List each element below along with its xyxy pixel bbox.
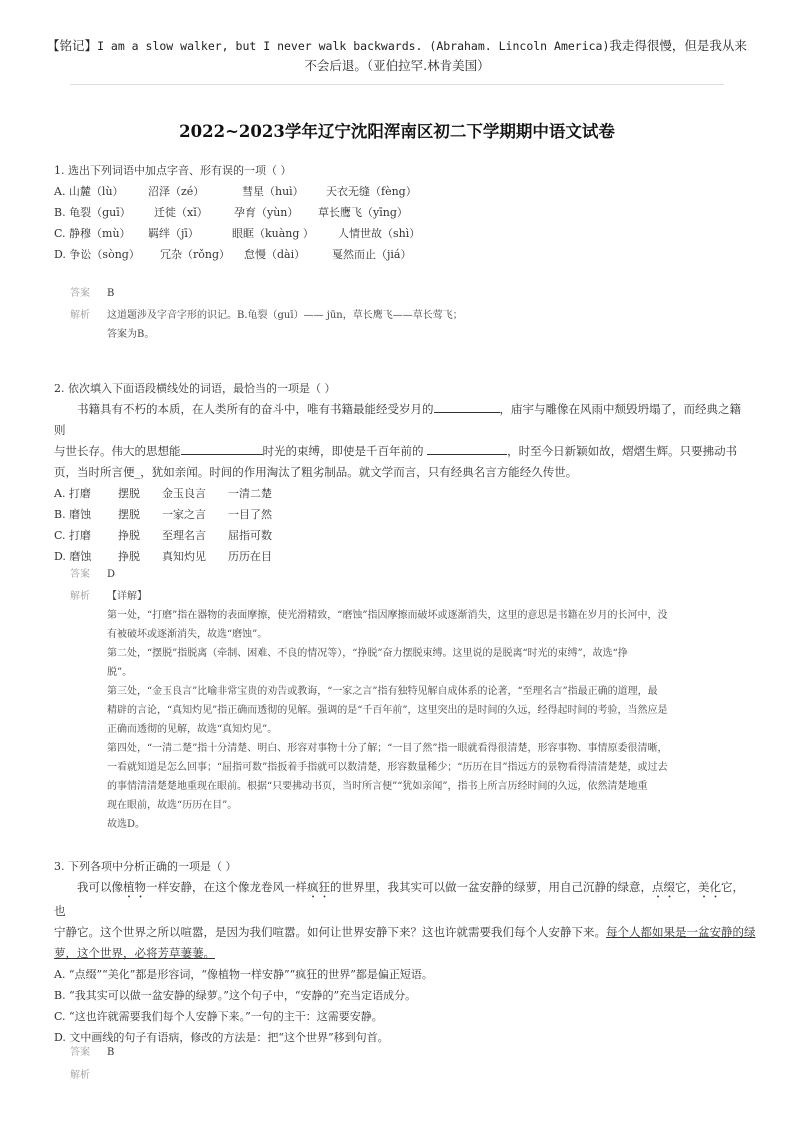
answer-3 xyxy=(70,1043,114,1058)
explanation-label: 解析 xyxy=(70,591,90,602)
answer-label: 答案 xyxy=(70,288,90,299)
answer-value: D xyxy=(107,569,116,580)
page-title: 2022~2023学年辽宁沈阳浑南区初二下学期期中语文试卷 xyxy=(179,122,615,141)
option-a: A. “点缀”“美化”都是形容词，“像植物一样安静”“疯狂的世界”都是偏正短语。 xyxy=(54,968,433,981)
passage-line-3: 萝，这个世界，必将芳草萋萋。 xyxy=(54,946,215,960)
header-divider xyxy=(70,84,724,85)
answer-value: B xyxy=(107,1047,115,1058)
passage-line-3: 页，当时所言便_，犹如亲闻。时间的作用淘汰了粗劣制品。就文学而言，只有经典名言方能经久传世。 xyxy=(54,465,578,479)
passage: 我可以像植物一样安静，在这个像龙卷风一样疯狂的世界里，我其实可以做一盆安静的绿萝，用自己沉静的绿意，点缀它，美化它，也 xyxy=(54,880,744,918)
question-stem: 3. 下列各项中分析正确的一项是（ ） xyxy=(54,860,237,873)
motto-line-2: 不会后退。（亚伯拉罕.林肯美国） xyxy=(304,58,490,73)
explanation-label: 解析 xyxy=(70,310,90,321)
passage-line-2: 与世长存。伟大的思想能 时光的束缚，即使是千百年前的 ，时至今日新颖如故，熠熠生辉。只要拂动书 xyxy=(54,444,738,458)
answer-1 xyxy=(70,284,114,299)
explanation-3 xyxy=(70,1066,107,1081)
option-b: B. “我其实可以做一盆安静的绿萝。”这个句子中，“安静的”充当定语成分。 xyxy=(54,989,417,1002)
explanation-body: 【详解】 第一处，“打磨”指在器物的表面摩擦，使光滑精致，“磨蚀”指因摩擦而破坏或逐渐消失，这里的意思是书籍在岁月的长河中，没 有被破坏或逐渐消失，故选“磨蚀”。 第二处，“摆脱”指脱离（牵制、困难、不良的情况等），“挣脱”奋力摆脱束缚。这里说的是脱离“时光的束缚”，故选“挣 脱”。 第三处，“金玉良言”比喻非常宝贵的劝告或教诲，“一家之言”指有独特见解自成体系的论著，“至理名言”指最正确的道理，最 精辟的言论，“真知灼见”指正确而透彻的见解。强调的是“千百年前”，这里突出的是时间的久远，经得起时间的考验，当然应是 正确而透彻的见解，故选“真知灼见”。 第四处，“一清二楚”指十分清楚、明白、形容对事物十分了解；“一目了然”指一眼就看得很清楚，形容事物、事情原委很清晰， 一看就知道是怎么回事；“屈指可数”指扳着手指就可以数清楚，形容数量稀少；“历历在目”指远方的景物看得清清楚楚，或过去 的事情清清楚楚地重现在眼前。根据“只要拂动书页，当时所言便”“犹如亲闻”，指书上所言历经时间的久远，依然清楚地重 现在眼前，故选“历历在目”。 故选D。 xyxy=(107,591,668,830)
answer-value: B xyxy=(107,288,115,299)
motto-suffix: 我走得很慢，但是我从来 xyxy=(609,38,747,53)
question-stem: 2. 依次填入下面语段横线处的词语，最恰当的一项是（ ） xyxy=(54,382,336,395)
motto-prefix: 【铭记】 xyxy=(47,38,98,53)
blank-3 xyxy=(427,442,507,455)
answer-label: 答案 xyxy=(70,1047,90,1058)
option-c: C. 打磨 挣脱 至理名言 屈指可数 xyxy=(54,529,272,542)
passage-line-2: 宁静它。这个世界之所以喧嚣，是因为我们喧嚣。如何让世界安静下来？这也许就需要我们每个人安静下来。每个人都如果是一盆安静的绿 xyxy=(54,925,756,939)
option-d: D. 文中画线的句子有语病，修改的方法是：把“这个世界”移到句首。 xyxy=(54,1031,389,1044)
option-d: D. 磨蚀 挣脱 真知灼见 历历在目 xyxy=(54,550,272,563)
option-d: D. 争讼（sòng） 冗杂（rǒng） 怠慢（dài） 戛然而止（jiá） xyxy=(54,248,412,261)
motto-english: I am a slow walker, but I never walk backwards. (Abraham. Lincoln America) xyxy=(97,39,610,53)
option-a: A. 打磨 摆脱 金玉良言 一清二楚 xyxy=(54,487,272,500)
underlined-sentence: 每个人都如果是一盆安静的绿 xyxy=(606,925,756,939)
option-c: C. 静穆（mù） 羁绊（jī） 眼眶（kuàng ） 人情世故（shì） xyxy=(54,227,421,240)
question-1 xyxy=(54,160,744,265)
explanation-1: 解析 这道题涉及字音字形的识记。B.龟裂（guī）—— jūn，草长鹰飞——草长莺飞； 答案为B。 xyxy=(70,306,730,344)
question-2 xyxy=(54,378,744,567)
blank-2 xyxy=(181,442,263,455)
motto-line-1 xyxy=(30,36,764,56)
option-b: B. 磨蚀 摆脱 一家之言 一目了然 xyxy=(54,508,272,521)
blank-1 xyxy=(434,400,500,413)
explanation-2 xyxy=(70,587,730,834)
option-b: B. 龟裂（guī） 迁徙（xǐ） 孕育（yùn） 草长鹰飞（yīng） xyxy=(54,206,408,219)
explanation-label: 解析 xyxy=(70,1070,90,1081)
answer-2 xyxy=(70,565,115,580)
question-3 xyxy=(54,856,756,1048)
question-stem: 1. 选出下列词语中加点字音、形有误的一项（ ） xyxy=(54,164,292,177)
motto xyxy=(30,36,764,76)
answer-label: 答案 xyxy=(70,569,90,580)
option-c: C. “这也许就需要我们每个人安静下来。”一句的主干：这需要安静。 xyxy=(54,1010,383,1023)
passage: 书籍具有不朽的本质，在人类所有的奋斗中，唯有书籍最能经受岁月的 ，庙宇与雕像在风雨中颓毁坍塌了，而经典之籍则 xyxy=(54,402,741,437)
option-a: A. 山麓（lù） 沼泽（zé） 彗星（huì） 天衣无缝（fèng） xyxy=(54,185,417,198)
